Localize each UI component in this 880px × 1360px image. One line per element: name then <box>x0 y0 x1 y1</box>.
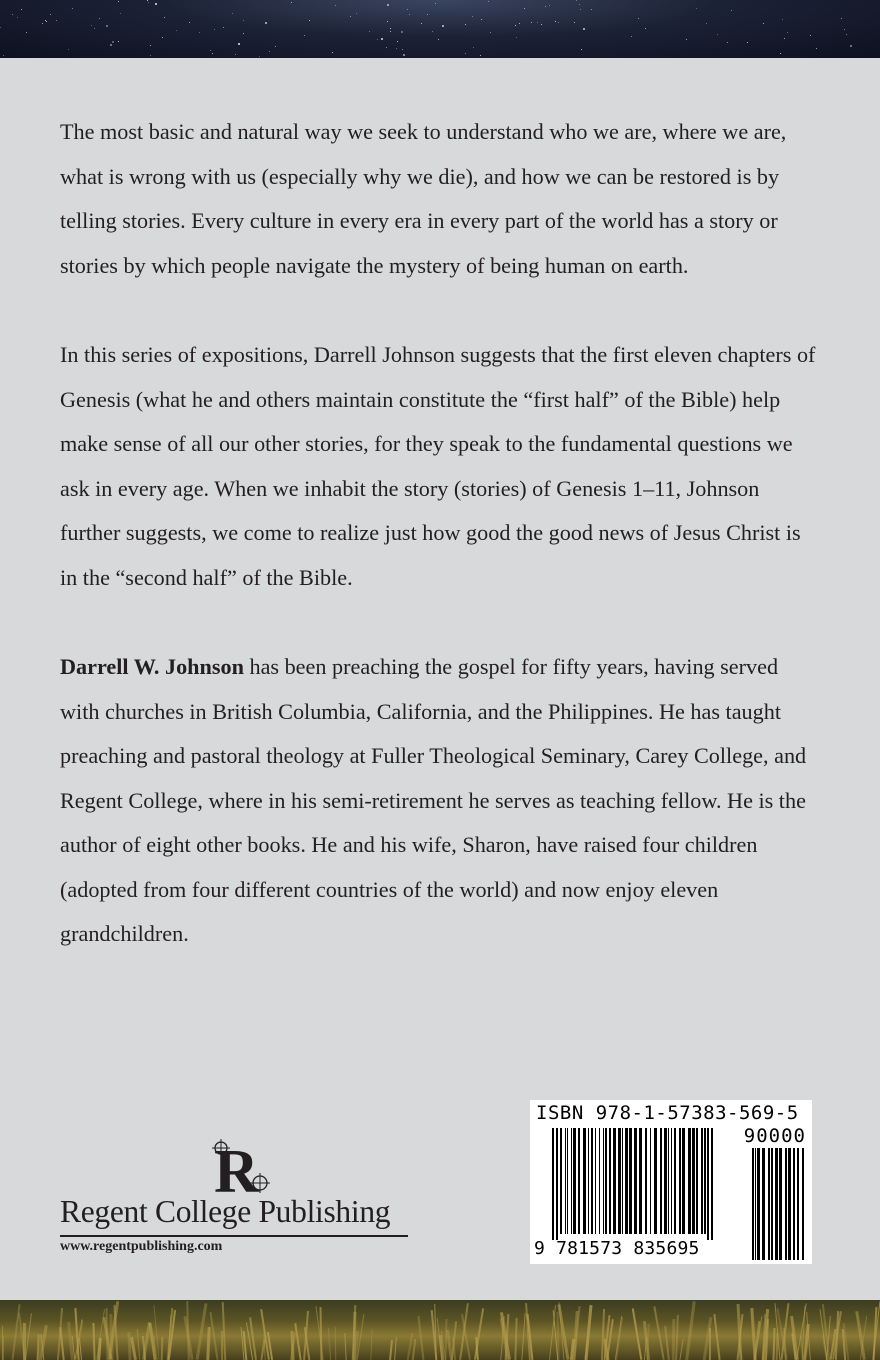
star <box>576 0 577 1</box>
barcode-bar <box>565 1128 566 1234</box>
star <box>401 31 403 33</box>
barcode-bar <box>679 1128 681 1234</box>
star <box>387 21 388 22</box>
barcode-bar <box>650 1128 651 1234</box>
barcode-bar <box>618 1128 621 1234</box>
barcode-bar <box>573 1128 576 1234</box>
star <box>810 35 811 36</box>
star <box>390 31 391 32</box>
barcode-addon-bar <box>755 1148 756 1260</box>
star <box>397 41 398 42</box>
star <box>427 14 428 15</box>
publisher-url: www.regentpublishing.com <box>60 1239 223 1254</box>
barcode-bar <box>595 1128 596 1234</box>
author-bio <box>60 645 820 957</box>
barcode-bar <box>704 1128 706 1234</box>
star <box>465 53 466 54</box>
star <box>747 42 748 43</box>
star <box>591 9 592 10</box>
star <box>488 1 489 2</box>
star <box>381 38 383 40</box>
barcode-bar <box>613 1128 616 1234</box>
star <box>269 51 270 52</box>
price-code: 90000 <box>743 1125 806 1147</box>
star <box>407 9 408 10</box>
star <box>118 41 119 42</box>
starry-sky-band <box>0 0 880 58</box>
star <box>409 14 410 15</box>
star <box>696 8 697 9</box>
star <box>50 14 51 15</box>
grass-blade <box>2 1326 3 1360</box>
star <box>350 16 351 17</box>
star <box>438 39 439 40</box>
star <box>12 14 13 15</box>
grass-blade <box>446 1330 453 1360</box>
grass-blade <box>521 1313 525 1360</box>
publisher-logo <box>60 1138 420 1268</box>
barcode-bar <box>696 1128 698 1234</box>
star <box>432 31 433 32</box>
star <box>118 1 119 2</box>
star <box>150 45 151 46</box>
grass-blade <box>675 1315 679 1360</box>
barcode-addon-bar <box>793 1148 795 1260</box>
star <box>147 0 148 1</box>
barcode-bar <box>634 1128 637 1234</box>
star <box>120 13 121 14</box>
star <box>481 19 482 20</box>
star <box>645 28 646 29</box>
grass-blade <box>412 1339 417 1360</box>
star <box>356 13 357 14</box>
star <box>259 56 260 57</box>
barcode-bar <box>629 1128 632 1234</box>
star <box>210 50 211 51</box>
star <box>442 25 444 27</box>
star <box>291 2 292 3</box>
barcode-guard-bar <box>707 1128 709 1240</box>
star <box>465 24 466 25</box>
star <box>91 25 92 26</box>
barcode-bar <box>654 1128 657 1234</box>
barcode-guard-bar <box>711 1128 713 1240</box>
blurb-paragraph-1: The most basic and natural way we seek to understand who we are, where we are, what is wrong with us (especially why we die), and how we can be restored is by telling stories. Every culture in every era in every part of the world has a story or stories by which people navigate the mystery of being human on earth. <box>60 119 787 278</box>
grass-blade <box>294 1323 302 1360</box>
star <box>164 17 165 18</box>
barcode-addon-bar <box>775 1148 778 1260</box>
grass-blade <box>772 1328 775 1360</box>
star <box>581 49 582 50</box>
barcode-addon-bar <box>788 1148 791 1260</box>
barcode-bar <box>560 1128 562 1234</box>
star <box>332 52 333 53</box>
star <box>26 32 27 33</box>
grass-blade <box>680 1339 684 1360</box>
star <box>45 20 46 21</box>
grass-blade <box>105 1308 108 1360</box>
star <box>549 5 550 6</box>
star <box>387 4 389 6</box>
star <box>519 23 520 24</box>
grass-blade <box>585 1305 593 1360</box>
grass-blade <box>92 1323 95 1360</box>
star <box>223 27 224 28</box>
star <box>112 41 114 43</box>
barcode-bar <box>671 1128 672 1234</box>
barcode-bar <box>567 1128 568 1234</box>
star <box>574 22 575 23</box>
blurb-paragraph-2: In this series of expositions, Darrell Johnson suggests that the first eleven chapters of Genesis (what he and others maintain constitute the “first half” of the Bible) help make sense of all our other stories, for they speak to the fundamental questions we ask in every age. When we inhabit the story (stories) of Genesis 1–11, Johnson further suggests, we come to realize just how good the good news of Jesus Christ is in the “second half” of the Bible. <box>60 342 816 590</box>
star <box>386 47 387 48</box>
barcode-bar <box>688 1128 691 1234</box>
barcode-addon-bar <box>768 1148 770 1260</box>
grass-blade <box>209 1312 218 1360</box>
star <box>846 34 847 35</box>
barcode-bar <box>660 1128 662 1234</box>
grass-blade <box>221 1331 223 1360</box>
star <box>214 29 215 30</box>
star <box>56 20 57 21</box>
grass-blade <box>161 1337 164 1360</box>
star <box>309 20 310 21</box>
grass-blade <box>352 1312 356 1360</box>
star <box>631 36 632 37</box>
star <box>435 3 436 4</box>
grass-blade <box>59 1327 65 1360</box>
grass-blade <box>709 1328 711 1360</box>
barcode-bar <box>603 1128 604 1234</box>
grass-blade <box>3 1336 4 1360</box>
star <box>490 32 491 33</box>
grass-blade <box>394 1337 397 1360</box>
grass-blade <box>615 1316 622 1360</box>
star <box>189 22 190 23</box>
barcode-bar <box>609 1128 611 1234</box>
star <box>537 22 538 23</box>
isbn-label: ISBN 978-1-57383-569-5 <box>536 1102 799 1124</box>
grass-blade <box>345 1333 348 1360</box>
barcode-bar <box>664 1128 667 1234</box>
grass-blade <box>335 1327 337 1360</box>
barcode-addon-bar <box>752 1148 754 1260</box>
barcode-bar <box>682 1128 685 1234</box>
star <box>304 35 305 36</box>
publisher-rule <box>60 1235 408 1237</box>
star <box>844 29 845 30</box>
grass-blade <box>389 1339 393 1360</box>
star <box>583 28 585 30</box>
star <box>243 20 244 21</box>
star <box>402 49 403 50</box>
star <box>731 10 732 11</box>
star <box>541 24 542 25</box>
star <box>638 18 639 19</box>
logo-letter: R <box>214 1138 259 1202</box>
star <box>42 23 43 24</box>
star <box>46 21 47 22</box>
barcode-guard-bar <box>552 1128 554 1240</box>
star <box>150 55 151 56</box>
star <box>106 25 108 27</box>
star <box>421 23 422 24</box>
barcode-bar <box>588 1128 589 1234</box>
grass-blade <box>631 1308 642 1359</box>
star <box>21 9 22 10</box>
isbn-barcode <box>530 1100 812 1264</box>
grass-blade <box>371 1329 373 1360</box>
grass-blade <box>417 1316 424 1360</box>
star <box>72 8 73 9</box>
star <box>555 21 556 22</box>
grass-blade <box>685 1301 695 1359</box>
grass-blade <box>136 1329 140 1360</box>
grass-blade <box>514 1318 518 1360</box>
ean-digits: 9 781573 835695 <box>534 1238 700 1259</box>
star <box>396 48 397 49</box>
barcode-bar <box>674 1128 676 1234</box>
star <box>243 33 244 34</box>
star <box>369 31 370 32</box>
star <box>706 23 707 24</box>
star <box>531 22 532 23</box>
star <box>99 18 100 19</box>
star <box>235 54 236 55</box>
star <box>516 37 517 38</box>
star <box>238 43 240 45</box>
barcode-bar <box>701 1128 703 1234</box>
star <box>335 5 336 6</box>
star <box>148 2 149 3</box>
star <box>480 55 481 56</box>
barcode-bar <box>639 1128 642 1234</box>
barcode-bar <box>599 1128 600 1234</box>
barcode-addon-bar <box>762 1148 765 1260</box>
star <box>3 55 4 56</box>
star <box>787 32 788 33</box>
star <box>472 16 473 17</box>
star <box>850 45 852 47</box>
barcode-bar <box>605 1128 607 1234</box>
barcode-bar <box>645 1128 647 1234</box>
star <box>199 32 200 33</box>
author-name: Darrell W. Johnson <box>60 654 244 679</box>
back-cover-copy <box>60 110 820 1002</box>
grass-blade <box>765 1319 769 1360</box>
star <box>473 47 474 48</box>
barcode-bar <box>625 1128 628 1234</box>
star <box>816 48 817 49</box>
grass-blade <box>206 1327 210 1360</box>
barcode-bar <box>622 1128 623 1234</box>
star <box>580 9 581 10</box>
star <box>265 22 267 24</box>
barcode-bar <box>578 1128 580 1234</box>
author-bio-text: has been preaching the gospel for fifty years, having served with churches in British Columbia, California, and the Philippines. He has taught preaching and pastoral theology at Fuller Theological Seminary, Carey College, and Regent College, where in his semi-retirement he serves as teaching fellow. He is the author of eight other books. He and his wife, Sharon, have raised four children (adopted from four different countries of the world) and now enjoy eleven grandchildren. <box>60 654 807 946</box>
star <box>763 23 764 24</box>
star <box>558 22 559 23</box>
star <box>17 17 18 18</box>
grass-field-band <box>0 1300 880 1360</box>
star <box>784 38 785 39</box>
publisher-r-mark-icon <box>210 1138 290 1202</box>
star <box>403 54 405 56</box>
barcode-addon-bar <box>779 1148 782 1260</box>
barcode-addon-bar <box>785 1148 787 1260</box>
grass-blade <box>664 1326 670 1360</box>
star <box>377 39 378 40</box>
star <box>515 25 516 26</box>
grass-blade <box>783 1328 787 1360</box>
star <box>155 3 157 5</box>
star <box>782 19 783 20</box>
publisher-name: Regent College Publishing <box>60 1194 391 1229</box>
barcode-guard-bar <box>556 1128 558 1240</box>
star <box>110 44 112 46</box>
star <box>68 49 69 50</box>
grass-blade <box>474 1308 484 1360</box>
star <box>176 30 177 31</box>
star <box>686 39 687 40</box>
barcode-addon-bar <box>771 1148 773 1260</box>
star <box>390 28 391 29</box>
star <box>0 27 1 28</box>
star <box>275 46 276 47</box>
barcode-bar <box>571 1128 572 1234</box>
barcode-addon-bar <box>757 1148 760 1260</box>
star <box>780 53 781 54</box>
star <box>232 13 233 14</box>
grass-blade <box>713 1314 720 1360</box>
barcode-addon-bar <box>802 1148 804 1260</box>
star <box>727 42 728 43</box>
star <box>162 37 163 38</box>
barcode-bar <box>583 1128 586 1234</box>
star <box>94 28 95 29</box>
barcode-bar <box>591 1128 593 1234</box>
star <box>717 34 718 35</box>
star <box>524 8 525 9</box>
star <box>579 4 580 5</box>
star <box>545 6 546 7</box>
star <box>212 53 213 54</box>
star <box>841 18 842 19</box>
grass-blade <box>96 1309 105 1360</box>
grass-blade <box>328 1328 331 1360</box>
barcode-bar <box>668 1128 669 1234</box>
barcode-bar <box>692 1128 695 1234</box>
grass-blade <box>653 1307 665 1360</box>
barcode-addon-bar <box>797 1148 799 1260</box>
